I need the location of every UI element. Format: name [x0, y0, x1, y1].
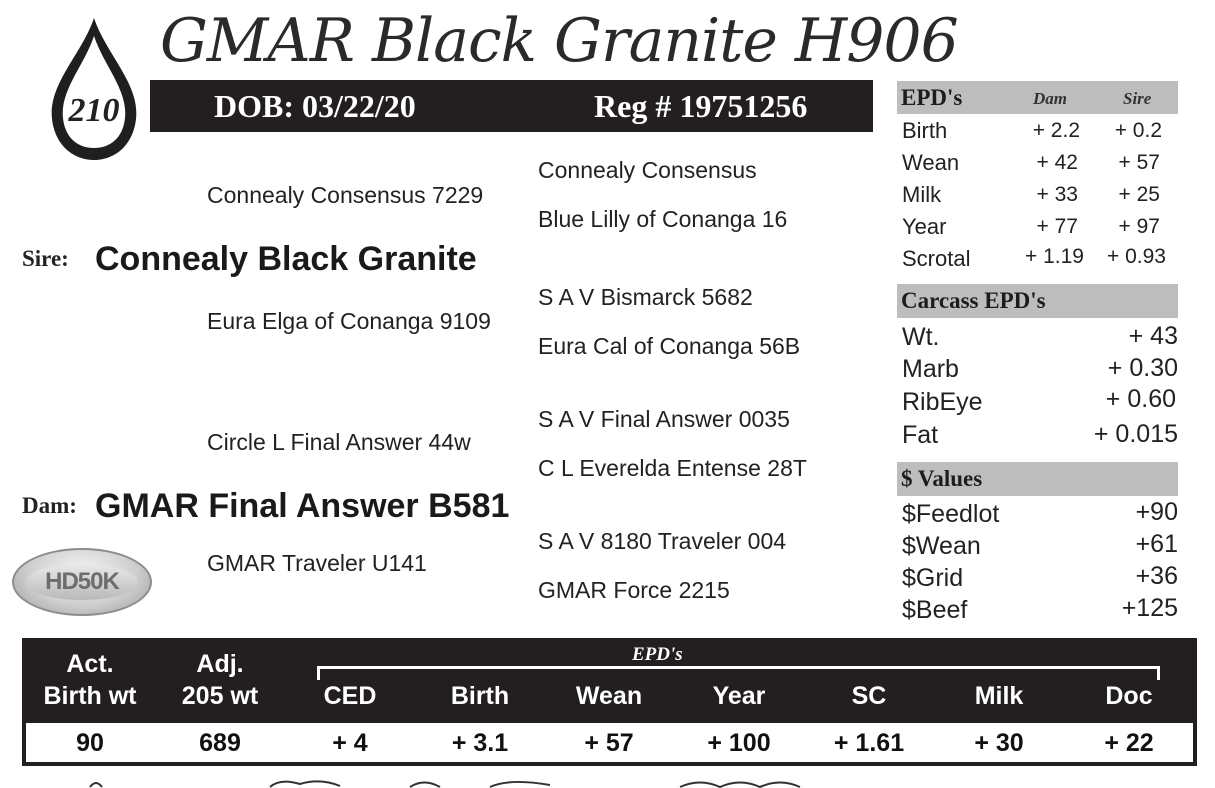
dam-dam-sire: S A V 8180 Traveler 004 [538, 528, 787, 554]
sire-name: Connealy Black Granite [95, 240, 477, 278]
sire-dam: Eura Elga of Conanga 9109 [207, 308, 491, 334]
dollar-row-label: $Beef [902, 596, 968, 624]
sire-sire-dam: Blue Lilly of Conanga 16 [538, 206, 788, 232]
table-cell: + 22 [1104, 729, 1154, 757]
dob-reg-bar [150, 80, 873, 132]
table-epd-label: EPD's [632, 644, 683, 665]
dam-sire: Circle L Final Answer 44w [207, 429, 471, 455]
dam-sire-dam: C L Everelda Entense 28T [538, 455, 807, 481]
epd-row-label: Milk [902, 182, 942, 207]
epd-row-dam: + 77 [1036, 215, 1078, 238]
carcass-header [897, 284, 1178, 318]
decorative-script-fragment [80, 778, 880, 788]
sire-label: Sire: [22, 246, 69, 271]
col-header-line2: Birth wt [43, 682, 137, 710]
col-header: Doc [1105, 682, 1153, 710]
epd-row-dam: + 2.2 [1032, 119, 1080, 142]
dollar-row-label: $Feedlot [902, 500, 1000, 528]
epd-row-dam: + 1.19 [1025, 245, 1084, 268]
table-cell: + 4 [332, 729, 368, 757]
col-header: CED [323, 682, 377, 710]
values-row [26, 723, 1193, 762]
table-cell: + 30 [974, 729, 1024, 757]
epd-col-sire: Sire [1123, 89, 1152, 108]
carcass-row-label: Marb [902, 355, 959, 383]
table-cell: + 3.1 [451, 729, 509, 757]
epd-row-sire: + 97 [1118, 215, 1160, 238]
dob: DOB: 03/22/20 [214, 88, 416, 124]
epd-row-sire: + 57 [1118, 151, 1160, 174]
dollar-values-title: $ Values [901, 466, 983, 491]
table-cell: 689 [199, 729, 241, 757]
table-cell: + 1.61 [833, 729, 905, 757]
epd-row-dam: + 42 [1036, 151, 1078, 174]
col-header: Year [712, 682, 766, 710]
col-header: SC [851, 682, 887, 710]
animal-name-title: GMAR Black Granite H906 [160, 6, 958, 76]
col-header-line1: Act. [66, 650, 114, 678]
lot-number-drop-icon [44, 14, 144, 164]
col-header: Birth [450, 682, 510, 710]
table-cell: + 100 [707, 729, 771, 757]
carcass-row-value: + 0.30 [1107, 354, 1178, 382]
lot-number: 210 [68, 92, 120, 129]
epd-row-label: Birth [902, 118, 948, 143]
hd50k-badge [12, 548, 152, 616]
epd-row-label: Year [902, 214, 947, 239]
dam-dam: GMAR Traveler U141 [207, 550, 427, 576]
epd-row-sire: + 0.93 [1107, 245, 1166, 268]
dollar-row-label: $Grid [902, 564, 964, 592]
dam-dam-dam: GMAR Force 2215 [538, 577, 730, 603]
carcass-row-label: Fat [902, 421, 939, 449]
registration-number: Reg # 19751256 [594, 88, 808, 124]
epd-row-sire: + 0.2 [1114, 119, 1162, 142]
epd-row-sire: + 25 [1118, 183, 1160, 206]
dollar-row-value: +90 [1135, 498, 1178, 526]
carcass-row-value: + 43 [1128, 322, 1178, 350]
col-header: Milk [974, 682, 1024, 710]
epd-bracket [317, 666, 1160, 680]
carcass-row-value: + 0.015 [1093, 420, 1178, 448]
dam-sire-sire: S A V Final Answer 0035 [538, 406, 790, 432]
dollar-row-value: +61 [1135, 530, 1178, 558]
epd-header [897, 81, 1178, 114]
epd-row-label: Scrotal [902, 246, 971, 271]
dollar-row-label: $Wean [902, 532, 981, 560]
dollar-row-value: +36 [1135, 562, 1178, 590]
dam-label: Dam: [22, 493, 77, 518]
dollar-values-header [897, 462, 1178, 496]
table-cell: + 57 [584, 729, 634, 757]
carcass-row-value: + 0.60 [1105, 385, 1176, 413]
col-header-line1: Adj. [196, 650, 244, 678]
epd-col-dam: Dam [1033, 89, 1067, 108]
carcass-title: Carcass EPD's [901, 288, 1046, 313]
col-header: Wean [575, 682, 643, 710]
epd-row-label: Wean [902, 150, 960, 175]
sire-dam-dam: Eura Cal of Conanga 56B [538, 333, 801, 359]
sire-sire: Connealy Consensus 7229 [207, 182, 484, 208]
epd-title: EPD's [901, 85, 963, 110]
sire-sire-sire: Connealy Consensus [538, 157, 757, 183]
performance-table [22, 638, 1197, 766]
carcass-row-label: RibEye [902, 388, 983, 416]
epd-row-dam: + 33 [1036, 183, 1078, 206]
col-header-line2: 205 wt [181, 682, 259, 710]
hd50k-badge-text: HD50K [26, 564, 138, 600]
table-cell: 90 [76, 729, 104, 757]
dollar-row-value: +125 [1121, 594, 1178, 622]
dam-name: GMAR Final Answer B581 [95, 487, 510, 525]
sire-dam-sire: S A V Bismarck 5682 [538, 284, 753, 310]
carcass-row-label: Wt. [902, 323, 940, 351]
